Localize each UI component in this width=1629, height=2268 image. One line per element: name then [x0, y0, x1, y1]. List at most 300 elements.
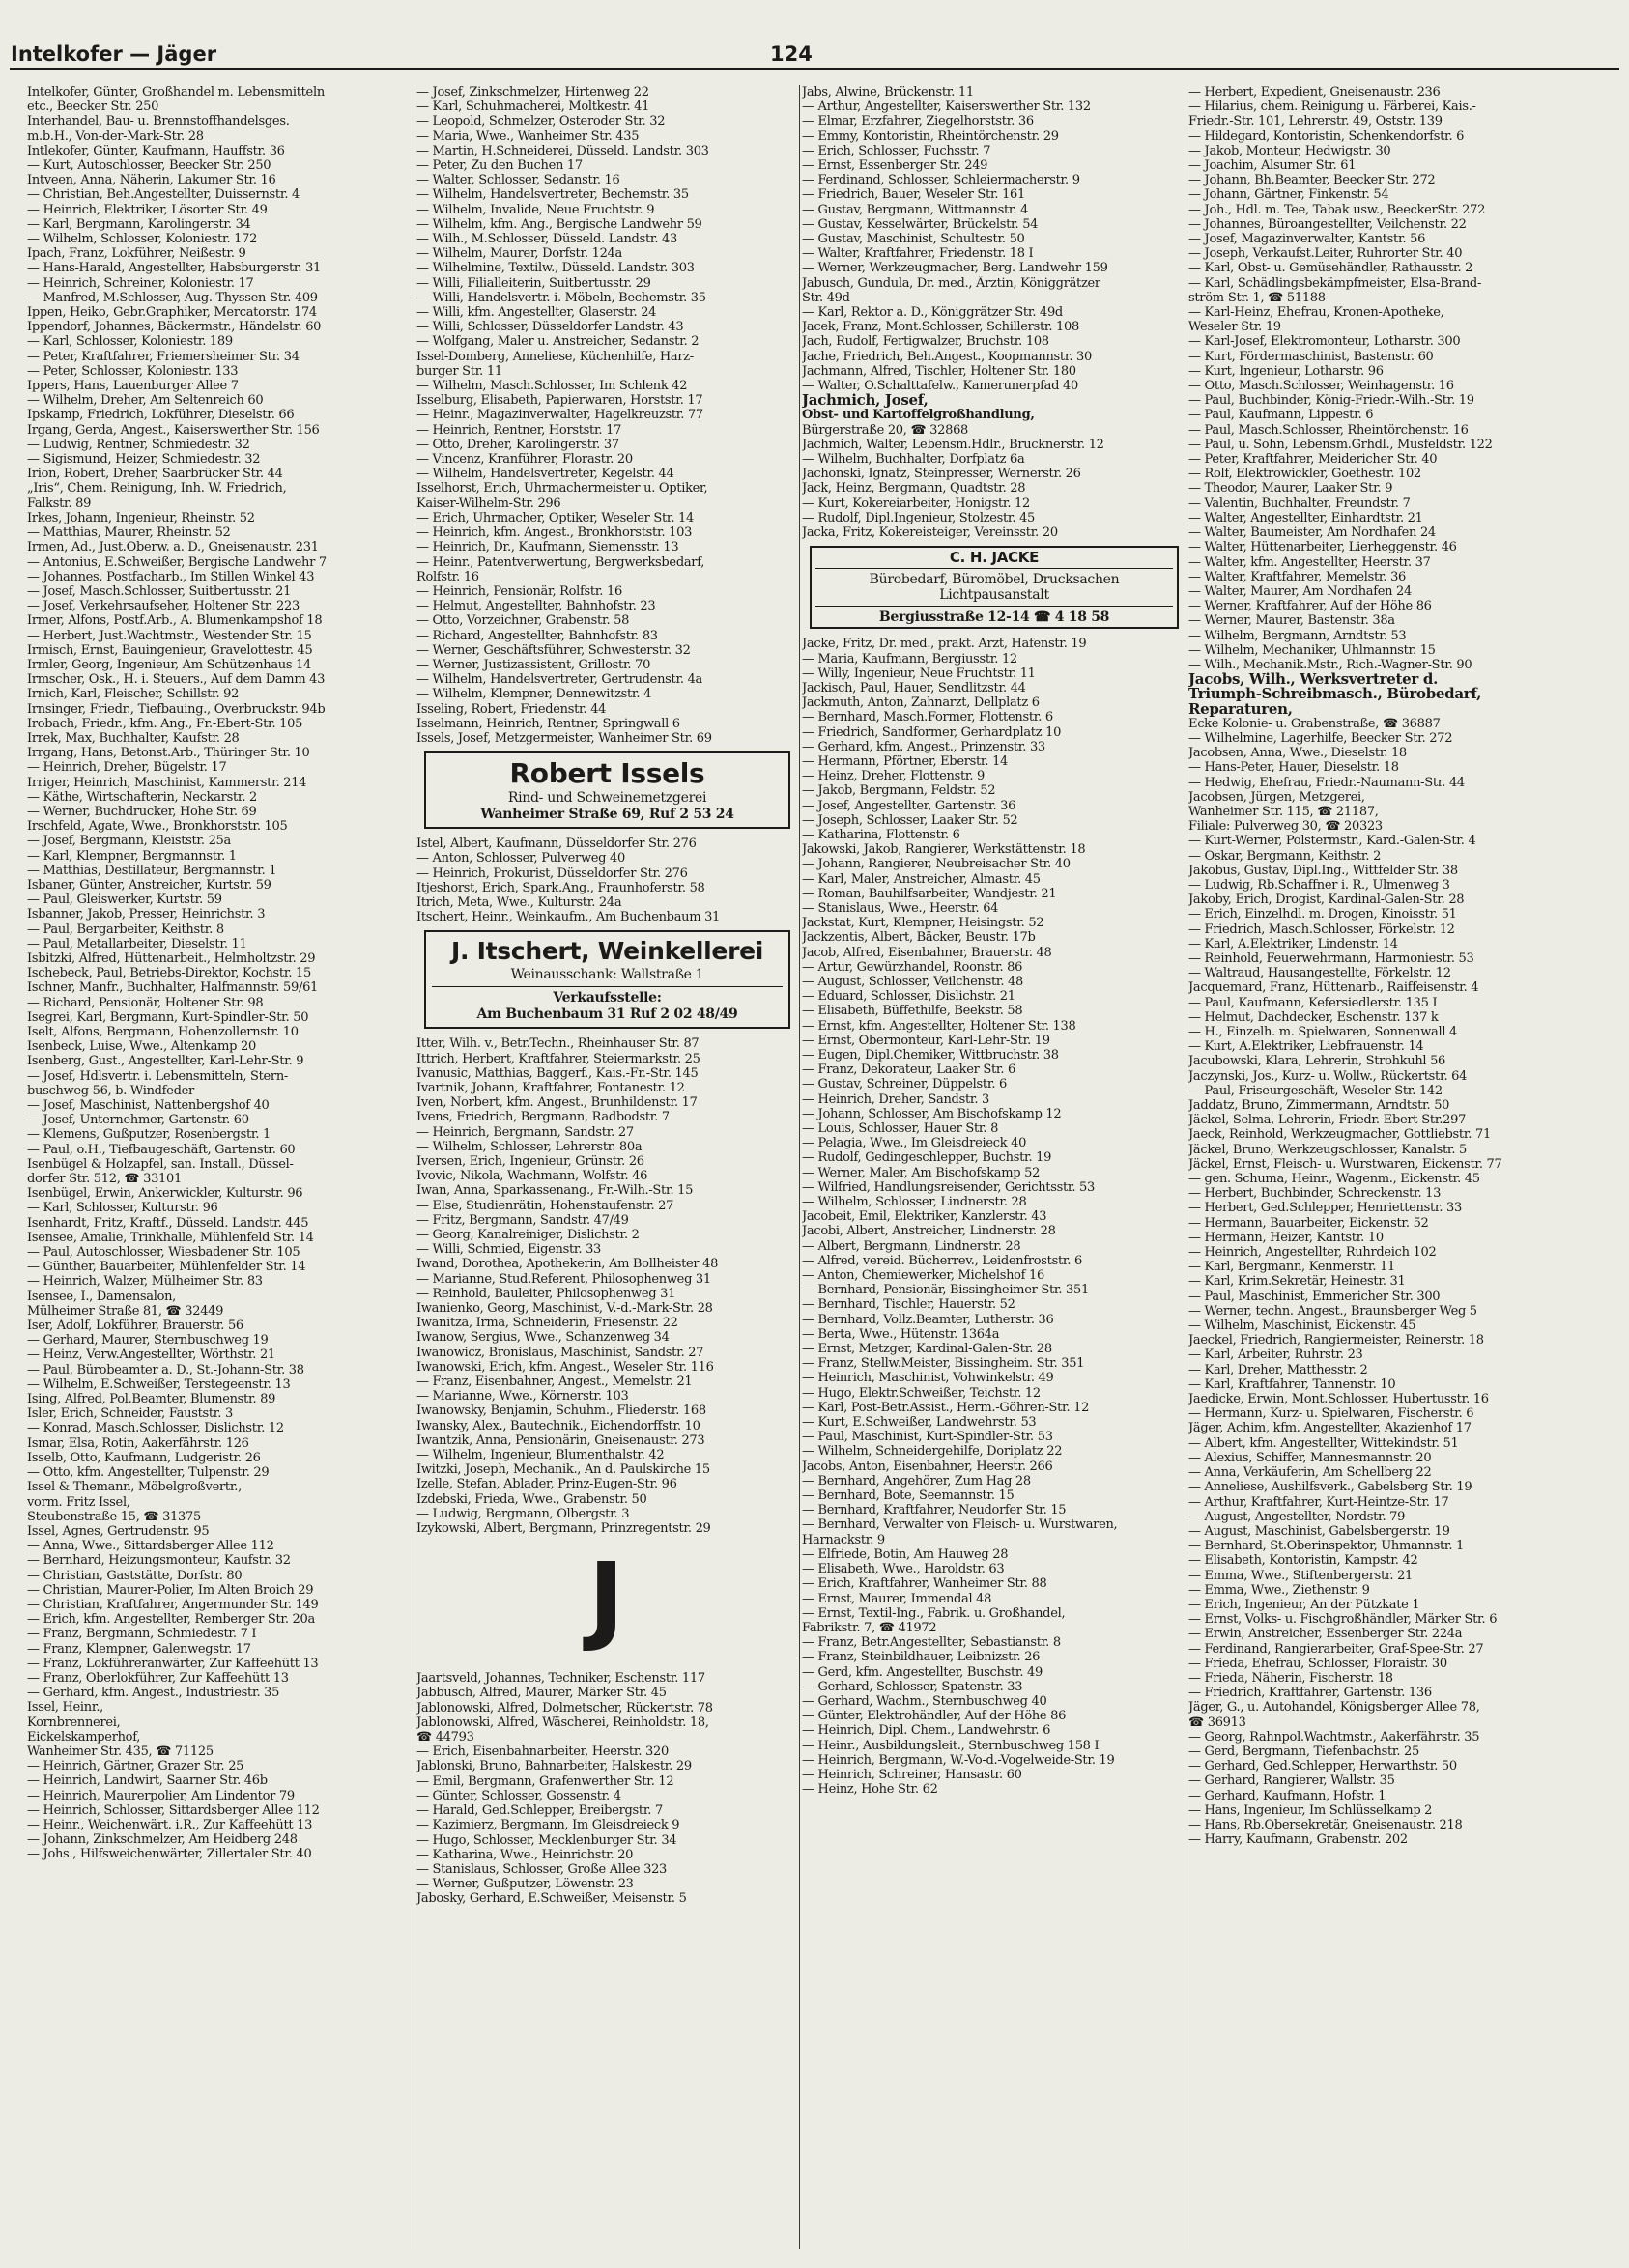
directory-entry: — Karl, Post-Betr.Assist., Herm.-Göhren-Str. 12 — [802, 1400, 1090, 1415]
directory-entry: — Ernst, Obermonteur, Karl-Lehr-Str. 19 — [802, 1033, 1050, 1048]
directory-entry: — Matthias, Destillateur, Bergmannstr. 1 — [27, 863, 277, 878]
directory-entry: — Erich, Eisenbahnarbeiter, Heerstr. 320 — [416, 1744, 669, 1760]
directory-entry: Jakoby, Erich, Drogist, Kardinal-Galen-Str. 28 — [1188, 893, 1465, 908]
directory-entry: — Friedrich, Sandformer, Gerhardplatz 10 — [802, 724, 1062, 740]
directory-entry: — Elmar, Erzfahrer, Ziegelhorststr. 36 — [802, 114, 1034, 129]
directory-entry: — Hans, Rb.Obersekretär, Gneisenaustr. 218 — [1188, 1817, 1463, 1832]
directory-entry: — Bernhard, St.Oberinspektor, Uhmannstr. 1 — [1188, 1539, 1465, 1554]
directory-entry: — Werner, Justizassistent, Grillostr. 70 — [416, 657, 651, 672]
directory-entry: Jacobsen, Anna, Wwe., Dieselstr. 18 — [1188, 746, 1407, 761]
directory-entry: — Walter, Hüttenarbeiter, Lierheggenstr. 46 — [1188, 540, 1457, 555]
directory-entry: — Paul, u. Sohn, Lebensm.Grhdl., Musfeldstr. 122 — [1188, 437, 1493, 452]
directory-entry: — Harry, Kaufmann, Grabenstr. 202 — [1188, 1832, 1408, 1848]
directory-entry: Jabs, Alwine, Brückenstr. 11 — [802, 85, 974, 99]
directory-entry: Itjeshorst, Erich, Spark.Ang., Fraunhoferstr. 58 — [416, 880, 705, 895]
directory-entry: — Emmy, Kontoristin, Rheintörchenstr. 29 — [802, 128, 1059, 144]
directory-entry: — Paul, Kaufmann, Lippestr. 6 — [1188, 408, 1374, 423]
directory-entry: Jaedicke, Erwin, Mont.Schlosser, Hubertusstr. 16 — [1188, 1392, 1489, 1407]
directory-entry: Jabusch, Gundula, Dr. med., Ärztin, Königgrätzer — [802, 275, 1100, 291]
directory-entry: — Hermann, Pförtner, Eberstr. 14 — [802, 753, 1009, 769]
directory-entry: — Otto, kfm. Angestellter, Tulpenstr. 29 — [27, 1465, 270, 1481]
directory-entry: Isenbügel & Holzapfel, san. Install., Düssel- — [27, 1156, 294, 1172]
directory-entry: — Ernst, Metzger, Kardinal-Galen-Str. 28 — [802, 1342, 1052, 1357]
directory-entry: — Paul, Masch.Schlosser, Rheintörchenstr. 16 — [1188, 422, 1469, 438]
directory-entry: — Christian, Gaststätte, Dorfstr. 80 — [27, 1568, 243, 1583]
directory-entry: Intlekofer, Günter, Kaufmann, Hauffstr. 36 — [27, 143, 285, 158]
directory-entry: — Heinr., Magazinverwalter, Hagelkreuzstr. 77 — [416, 408, 703, 423]
directory-entry: — Wilh., M.Schlosser, Düsseld. Landstr. 43 — [416, 232, 677, 247]
directory-entry: Rolfstr. 16 — [416, 569, 479, 584]
advert-jacke — [810, 546, 1179, 629]
directory-entry: Jacobeit, Emil, Elektriker, Kanzlerstr. 43 — [802, 1209, 1047, 1225]
directory-entry: — Bernhard, Pensionär, Bissingheimer Str. 351 — [802, 1283, 1089, 1298]
directory-entry: — Emma, Wwe., Ziethenstr. 9 — [1188, 1582, 1370, 1598]
entries — [416, 836, 796, 924]
directory-entry: Interhandel, Bau- u. Brennstoffhandelsges. — [27, 114, 290, 129]
directory-entry: Ivartnik, Johann, Kraftfahrer, Fontanestr. 12 — [416, 1080, 685, 1095]
directory-entry: Irmscher, Osk., H. i. Steuers., Auf dem Damm 43 — [27, 672, 326, 688]
directory-entry: — Konrad, Masch.Schlosser, Dislichstr. 12 — [27, 1421, 284, 1436]
directory-entry: — Klemens, Gußputzer, Rosenbergstr. 1 — [27, 1127, 271, 1143]
directory-entry: Irnsinger, Friedr., Tiefbauing., Overbruckstr. 94b — [27, 701, 326, 717]
directory-entry: Str. 49d — [802, 290, 850, 305]
directory-entry: Kornbrennerei, — [27, 1715, 121, 1730]
directory-entry: — Anna, Wwe., Sittardsberger Allee 112 — [27, 1539, 274, 1554]
directory-entry: Isselburg, Elisabeth, Papierwaren, Horststr. 17 — [416, 393, 703, 409]
directory-entry: — Elisabeth, Wwe., Haroldstr. 63 — [802, 1562, 1005, 1577]
directory-entry: Jacka, Fritz, Kokereisteiger, Vereinsstr. 20 — [802, 525, 1058, 541]
directory-entry: — Marianne, Stud.Referent, Philosophenweg 31 — [416, 1271, 711, 1287]
directory-entry: — Kurt-Werner, Polstermstr., Kard.-Galen-Str. 4 — [1188, 834, 1476, 849]
entries — [802, 85, 1185, 393]
directory-entry: — Joachim, Alsumer Str. 61 — [1188, 158, 1357, 174]
directory-entry: — Heinrich, Rentner, Horststr. 17 — [416, 422, 622, 438]
directory-entry: — Werner, Werkzeugmacher, Berg. Landwehr 159 — [802, 261, 1108, 276]
directory-entry: — Anton, Schlosser, Pulverweg 40 — [416, 851, 625, 866]
directory-entry: — Paul, Buchbinder, König-Friedr.-Wilh.-Str. 19 — [1188, 393, 1474, 409]
bold-entry-line: Reparaturen, — [1188, 701, 1293, 717]
directory-entry: Ipskamp, Friedrich, Lokführer, Dieselstr. 66 — [27, 408, 295, 423]
directory-entry: — Emma, Wwe., Stiftenbergerstr. 21 — [1188, 1568, 1414, 1583]
directory-entry: — Reinhold, Bauleiter, Philosophenweg 31 — [416, 1286, 676, 1301]
directory-entry: — Josef, Unternehmer, Gartenstr. 60 — [27, 1113, 249, 1128]
directory-entry: — Wilhelm, Schlosser, Lehrerstr. 80a — [416, 1139, 643, 1154]
directory-entry: — Karl, Bergmann, Karolingerstr. 34 — [27, 216, 251, 232]
bold-entry — [802, 393, 1185, 438]
directory-entry: — Rudolf, Gedingeschlepper, Buchstr. 19 — [802, 1150, 1052, 1166]
directory-entry: Jablonski, Bruno, Bahnarbeiter, Halskestr. 29 — [416, 1759, 692, 1774]
directory-entry: Iwanowsky, Benjamin, Schuhm., Fliederstr. 168 — [416, 1403, 706, 1419]
bold-entry-name: Jacobs, Wilh., Werksvertreter d. — [1188, 672, 1439, 688]
directory-entry: — Hans-Harald, Angestellter, Habsburgerstr. 31 — [27, 261, 322, 276]
directory-entry: Ippers, Hans, Lauenburger Allee 7 — [27, 379, 239, 394]
directory-entry: — Theodor, Maurer, Laaker Str. 9 — [1188, 481, 1393, 496]
directory-entry: — Heinz, Verw.Angestellter, Wörthstr. 21 — [27, 1347, 275, 1363]
directory-entry: — Karl, A.Elektriker, Lindenstr. 14 — [1188, 936, 1398, 951]
directory-entry: — Wilhelm, Schlosser, Lindnerstr. 28 — [802, 1195, 1027, 1210]
directory-entry: — Frieda, Näherin, Fischerstr. 18 — [1188, 1670, 1393, 1686]
directory-entry: — Erich, Ingenieur, An der Pützkate 1 — [1188, 1597, 1420, 1612]
directory-entry: — H., Einzelh. m. Spielwaren, Sonnenwall 4 — [1188, 1025, 1458, 1039]
directory-entry: — Heinrich, Maurerpolier, Am Lindentor 79 — [27, 1788, 295, 1803]
directory-entry: — Ludwig, Rb.Schaffner i. R., Ulmenweg 3 — [1188, 877, 1450, 893]
directory-entry: — Anton, Chemiewerker, Michelshof 16 — [802, 1268, 1044, 1284]
directory-entry: — Paul, Maschinist, Kurt-Spindler-Str. 53 — [802, 1430, 1053, 1445]
directory-entry: — Valentin, Buchhalter, Freundstr. 7 — [1188, 496, 1411, 511]
directory-entry: — Bernhard, Vollz.Beamter, Lutherstr. 36 — [802, 1312, 1054, 1327]
directory-entry: — Wilhelm, Ingenieur, Blumenthalstr. 42 — [416, 1448, 665, 1463]
directory-entry: Iwan, Anna, Sparkassenang., Fr.-Wilh.-Str. 15 — [416, 1183, 694, 1199]
directory-entry: Izelle, Stefan, Ablader, Prinz-Eugen-Str. 96 — [416, 1477, 677, 1492]
directory-entry: — Peter, Schlosser, Koloniestr. 133 — [27, 363, 239, 379]
directory-entry: — Bernhard, Angehörer, Zum Hag 28 — [802, 1473, 1031, 1488]
directory-entry: — Herbert, Buchbinder, Schreckenstr. 13 — [1188, 1186, 1442, 1202]
directory-entry: — Franz, Stellw.Meister, Bissingheim. Str. 351 — [802, 1356, 1085, 1372]
directory-entry: — Wilhelm, Schneidergehilfe, Doriplatz 22 — [802, 1444, 1063, 1460]
directory-entry: — Wilhelm, Handelsvertreter, Kegelstr. 44 — [416, 467, 674, 482]
advert-title: C. H. JACKE — [949, 549, 1040, 567]
directory-entry: Jacubowski, Klara, Lehrerin, Strohkuhl 56 — [1188, 1054, 1446, 1069]
directory-entry: Iwansky, Alex., Bautechnik., Eichendorffstr. 10 — [416, 1418, 700, 1433]
directory-entry: — Artur, Gewürzhandel, Roonstr. 86 — [802, 959, 1023, 975]
directory-entry: Jackzentis, Albert, Bäcker, Beustr. 17b — [802, 930, 1036, 946]
directory-entry: — Werner, Maler, Am Bischofskamp 52 — [802, 1165, 1041, 1180]
directory-entry: — Bernhard, Heizungsmonteur, Kaufstr. 32 — [27, 1553, 291, 1569]
directory-entry: Jaeckel, Friedrich, Rangiermeister, Reinerstr. 18 — [1188, 1333, 1484, 1348]
directory-entry: — Joseph, Verkaufst.Leiter, Ruhrorter Str. 40 — [1188, 246, 1463, 262]
directory-entry: — Hermann, Bauarbeiter, Eickenstr. 52 — [1188, 1215, 1429, 1231]
directory-entry: — Wilhelm, Maschinist, Eickenstr. 45 — [1188, 1318, 1416, 1334]
bold-entry-line: Ecke Kolonie- u. Grabenstraße, ☎ 36887 — [1188, 716, 1441, 731]
directory-entry: — Harald, Ged.Schlepper, Breibergstr. 7 — [416, 1803, 663, 1819]
directory-entry: Friedr.-Str. 101, Lehrerstr. 49, Oststr. 139 — [1188, 114, 1443, 129]
directory-entry: — Elisabeth, Kontoristin, Kampstr. 42 — [1188, 1553, 1418, 1569]
directory-entry: — August, Angestellter, Nordstr. 79 — [1188, 1509, 1406, 1524]
directory-entry: Iwitzki, Joseph, Mechanik., An d. Paulskirche 15 — [416, 1462, 710, 1478]
directory-entry: Iselt, Alfons, Bergmann, Hohenzollernstr. 10 — [27, 1025, 299, 1039]
directory-entry: Isensee, Amalie, Trinkhalle, Mühlenfeld Str. 14 — [27, 1230, 314, 1245]
directory-entry: — Wilfried, Handlungsreisender, Gerichtsstr. 53 — [802, 1179, 1095, 1195]
directory-entry: — Günter, Elektrohändler, Auf der Höhe 86 — [802, 1709, 1067, 1724]
directory-entry: Itter, Wilh. v., Betr.Techn., Rheinhauser Str. 87 — [416, 1036, 700, 1052]
column-3 — [802, 85, 1185, 2263]
directory-entry: — Jakob, Bergmann, Feldstr. 52 — [802, 783, 996, 799]
directory-entry: — Heinrich, Dreher, Sandstr. 3 — [802, 1091, 989, 1107]
directory-entry: — Walter, Angestellter, Einhardtstr. 21 — [1188, 510, 1423, 525]
directory-entry: — Wilhelm, Maurer, Dorfstr. 124a — [416, 246, 622, 262]
directory-entry: — Willi, Filialleiterin, Suitbertusstr. 29 — [416, 275, 651, 291]
directory-entry: Jablonowski, Alfred, Dolmetscher, Rückertstr. 78 — [416, 1700, 713, 1715]
directory-entry: — Kurt, E.Schweißer, Landwehrstr. 53 — [802, 1415, 1037, 1431]
directory-entry: — Elfriede, Botin, Am Hauweg 28 — [802, 1546, 1009, 1562]
directory-entry: — Erwin, Anstreicher, Essenberger Str. 224a — [1188, 1627, 1463, 1642]
directory-entry: — Johs., Hilfsweichenwärter, Zillertaler Str. 40 — [27, 1847, 312, 1862]
directory-entry: — Helmut, Angestellter, Bahnhofstr. 23 — [416, 599, 656, 614]
directory-entry: — Hugo, Elektr.Schweißer, Teichstr. 12 — [802, 1385, 1041, 1401]
advert-line: Bürobedarf, Büromöbel, Drucksachen — [869, 572, 1120, 588]
directory-entry: — August, Maschinist, Gabelsbergerstr. 19 — [1188, 1523, 1450, 1539]
directory-entry: — Friedrich, Bauer, Weseler Str. 161 — [802, 187, 1026, 203]
directory-entry: — Paul, Kaufmann, Kefersiedlerstr. 135 I — [1188, 995, 1438, 1010]
directory-entry: — Ernst, Essenberger Str. 249 — [802, 158, 988, 174]
directory-entry: — Gerd, kfm. Angestellter, Buschstr. 49 — [802, 1664, 1043, 1680]
directory-entry: m.b.H., Von-der-Mark-Str. 28 — [27, 128, 204, 144]
bold-entry-line: Bürgerstraße 20, ☎ 32868 — [802, 422, 969, 438]
directory-entry: — Willi, Handelsvertr. i. Möbeln, Bechemstr. 35 — [416, 290, 706, 305]
directory-entry: Jaczynski, Jos., Kurz- u. Wollw., Rückertstr. 64 — [1188, 1068, 1468, 1084]
bold-entry-name: Jachmich, Josef, — [802, 393, 929, 409]
directory-entry: „Iris“, Chem. Reinigung, Inh. W. Friedrich, — [27, 481, 287, 496]
directory-entry: Iversen, Erich, Ingenieur, Grünstr. 26 — [416, 1153, 644, 1169]
directory-entry: Irriger, Heinrich, Maschinist, Kammerstr. 214 — [27, 775, 307, 790]
directory-entry: — Johannes, Postfacharb., Im Stillen Winkel 43 — [27, 569, 315, 584]
directory-entry: Mülheimer Straße 81, ☎ 32449 — [27, 1303, 224, 1318]
directory-entry: — Heinrich, Schlosser, Sittardsberger Allee 112 — [27, 1802, 320, 1818]
directory-entry: Iwanow, Sergius, Wwe., Schanzenweg 34 — [416, 1330, 670, 1346]
directory-entry: — Elisabeth, Büffethilfe, Beekstr. 58 — [802, 1004, 1023, 1019]
directory-entry: — Ferdinand, Rangierarbeiter, Graf-Spee-Str. 27 — [1188, 1641, 1484, 1657]
directory-entry: Ischebeck, Paul, Betriebs-Direktor, Kochstr. 15 — [27, 966, 311, 981]
directory-entry: — Eugen, Dipl.Chemiker, Wittbruchstr. 38 — [802, 1047, 1059, 1063]
directory-entry: Issel & Themann, Möbelgroßvertr., — [27, 1480, 242, 1495]
directory-entry: — Joseph, Schlosser, Laaker Str. 52 — [802, 812, 1018, 828]
directory-entry: — Berta, Wwe., Hütenstr. 1364a — [802, 1326, 1000, 1342]
entries — [416, 1671, 796, 1906]
directory-entry: — Ludwig, Bergmann, Ölbergstr. 3 — [416, 1506, 630, 1521]
header-range: Intelkofer — Jäger — [11, 43, 217, 66]
directory-entry: Isselb, Otto, Kaufmann, Ludgeristr. 26 — [27, 1450, 261, 1465]
directory-entry: Irschfeld, Agate, Wwe., Bronkhorststr. 105 — [27, 819, 288, 835]
directory-entry: — Emil, Bergmann, Grafenwerther Str. 12 — [416, 1773, 674, 1789]
directory-entry: — Heinrich, Maschinist, Vohwinkelstr. 49 — [802, 1371, 1054, 1386]
directory-entry: — Günter, Schlosser, Gossenstr. 4 — [416, 1788, 621, 1803]
directory-entry: Isenberg, Gust., Angestellter, Karl-Lehr-Str. 9 — [27, 1054, 304, 1069]
advert-line: Wanheimer Straße 69, Ruf 2 53 24 — [480, 807, 734, 823]
directory-entry: Irrek, Max, Buchhalter, Kaufstr. 28 — [27, 730, 240, 746]
directory-entry: — Karl, Rektor a. D., Königgrätzer Str. 49d — [802, 305, 1063, 321]
directory-entry: — Ernst, Volks- u. Fischgroßhändler, Märker Str. 6 — [1188, 1612, 1498, 1628]
directory-entry: — Wilhelm, Klempner, Dennewitzstr. 4 — [416, 687, 652, 702]
directory-entry: — Oskar, Bergmann, Keithstr. 2 — [1188, 848, 1382, 864]
directory-entry: Isbaner, Günter, Anstreicher, Kurtstr. 59 — [27, 877, 272, 893]
directory-entry: Isegrei, Karl, Bergmann, Kurt-Spindler-Str. 50 — [27, 1009, 309, 1025]
directory-entry: — Frieda, Ehefrau, Schlosser, Floraistr. 30 — [1188, 1656, 1447, 1671]
bold-entry-line: Obst- und Kartoffelgroßhandlung, — [802, 408, 1035, 423]
bold-entry — [1188, 672, 1575, 731]
directory-entry: — Christian, Kraftfahrer, Angermunder Str. 149 — [27, 1597, 319, 1612]
directory-entry: — Herbert, Just.Wachtmstr., Westender Str. 15 — [27, 628, 312, 643]
entries — [416, 85, 796, 746]
directory-entry: — Heinrich, Angestellter, Ruhrdeich 102 — [1188, 1245, 1437, 1261]
directory-entry: — Wilhelm, Bergmann, Arndtstr. 53 — [1188, 628, 1407, 643]
directory-entry: — Bernhard, Bote, Seemannstr. 15 — [802, 1488, 1015, 1504]
directory-entry: etc., Beecker Str. 250 — [27, 99, 159, 115]
directory-entry: — Franz, Klempner, Galenwegstr. 17 — [27, 1641, 251, 1657]
directory-entry: — Leopold, Schmelzer, Osteroder Str. 32 — [416, 114, 666, 129]
directory-entry: — Manfred, M.Schlosser, Aug.-Thyssen-Str. 409 — [27, 290, 318, 305]
directory-entry: — Willi, kfm. Angestellter, Glaserstr. 24 — [416, 305, 657, 321]
directory-entry: Filiale: Pulverweg 30, ☎ 20323 — [1188, 819, 1383, 835]
directory-entry: — Gustav, Bergmann, Wittmannstr. 4 — [802, 202, 1029, 217]
directory-entry: — Heinrich, Schreiner, Hansastr. 60 — [802, 1767, 1022, 1782]
directory-entry: — Katharina, Flottenstr. 6 — [802, 827, 960, 842]
directory-entry: Ittrich, Herbert, Kraftfahrer, Steiermarkstr. 25 — [416, 1051, 700, 1066]
directory-entry: Isseling, Robert, Friedenstr. 44 — [416, 701, 607, 717]
directory-entry: Irmisch, Ernst, Bauingenieur, Gravelottestr. 45 — [27, 642, 313, 658]
directory-entry: Ischner, Manfr., Buchhalter, Halfmannstr. 59/61 — [27, 980, 319, 996]
directory-entry: — Franz, Steinbildhauer, Leibnizstr. 26 — [802, 1650, 1041, 1665]
directory-entry: — Willi, Schlosser, Düsseldorfer Landstr. 43 — [416, 320, 684, 335]
directory-entry: — Wilhelm, Handelsvertreter, Bechemstr. 35 — [416, 187, 689, 203]
directory-entry: — Karl, Schlosser, Koloniestr. 189 — [27, 334, 233, 350]
directory-entry: — Paul, o.H., Tiefbaugeschäft, Gartenstr. 60 — [27, 1142, 296, 1157]
advert-rule — [432, 986, 783, 987]
directory-entry: Isselmann, Heinrich, Rentner, Springwall 6 — [416, 716, 680, 731]
directory-entry: — Wilhelm, Buchhalter, Dorfplatz 6a — [802, 452, 1025, 468]
directory-entry: burger Str. 11 — [416, 363, 502, 379]
advert-line: Am Buchenbaum 31 Ruf 2 02 48/49 — [476, 1006, 738, 1023]
directory-entry: — Erich, Uhrmacher, Optiker, Weseler Str. 14 — [416, 510, 694, 525]
entries — [1188, 85, 1575, 672]
directory-entry: — Paul, Bürobeamter a. D., St.-Johann-Str. 38 — [27, 1362, 304, 1377]
directory-entry: — Karl, Bergmann, Kenmerstr. 11 — [1188, 1260, 1395, 1275]
directory-entry: — Karl, Obst- u. Gemüsehändler, Rathausstr. 2 — [1188, 261, 1473, 276]
directory-entry: — Alexius, Schiffer, Mannesmannstr. 20 — [1188, 1450, 1432, 1465]
directory-entry: Irmen, Ad., Just.Oberw. a. D., Gneisenaustr. 231 — [27, 540, 319, 555]
directory-entry: Jablonowski, Alfred, Wäscherei, Reinholdstr. 18, — [416, 1715, 709, 1730]
directory-entry: — Kurt, Fördermaschinist, Bastenstr. 60 — [1188, 349, 1434, 364]
directory-entry: — Pelagia, Wwe., Im Gleisdreieck 40 — [802, 1136, 1027, 1151]
directory-entry: Irion, Robert, Dreher, Saarbrücker Str. 44 — [27, 467, 283, 482]
directory-entry: — Gerhard, Rangierer, Wallstr. 35 — [1188, 1773, 1395, 1789]
directory-entry: — Karl, Krim.Sekretär, Heinestr. 31 — [1188, 1274, 1406, 1290]
directory-entry: — Heinrich, Pensionär, Rolfstr. 16 — [416, 583, 622, 599]
directory-entry: — Bernhard, Tischler, Hauerstr. 52 — [802, 1297, 1015, 1313]
directory-entry: Iser, Adolf, Lokführer, Brauerstr. 56 — [27, 1318, 243, 1334]
directory-entry: — Sigismund, Heizer, Schmiedestr. 32 — [27, 452, 261, 468]
bold-entry-line: Triumph-Schreibmasch., Bürobedarf, — [1188, 687, 1482, 702]
column-1 — [27, 85, 410, 2263]
directory-entry: — Hermann, Heizer, Kantstr. 10 — [1188, 1230, 1384, 1245]
directory-entry: — Georg, Rahnpol.Wachtmstr., Aakerfährstr. 35 — [1188, 1729, 1480, 1744]
advert-rule — [815, 606, 1173, 607]
directory-entry: Issel, Agnes, Gertrudenstr. 95 — [27, 1523, 210, 1539]
directory-entry: — Karl, Schädlingsbekämpfmeister, Elsa-Brand- — [1188, 275, 1482, 291]
directory-entry: Irrgang, Hans, Betonst.Arb., Thüringer Str. 10 — [27, 746, 310, 761]
directory-entry: — Käthe, Wirtschafterin, Neckarstr. 2 — [27, 789, 258, 805]
directory-entry: — Johann, Zinkschmelzer, Am Heidberg 248 — [27, 1832, 298, 1848]
directory-entry: — Helmut, Dachdecker, Eschenstr. 137 k — [1188, 1009, 1439, 1025]
directory-entry: Irobach, Friedr., kfm. Ang., Fr.-Ebert-Str. 105 — [27, 716, 303, 731]
directory-entry: — Paul, Bergarbeiter, Keithstr. 8 — [27, 921, 224, 937]
directory-entry: — Johannes, Büroangestellter, Veilchenstr. 22 — [1188, 216, 1467, 232]
directory-entry: Jachonski, Ignatz, Steinpresser, Wernerstr. 26 — [802, 467, 1081, 482]
directory-entry: Iwanitza, Irma, Schneiderin, Friesenstr. 22 — [416, 1316, 678, 1331]
directory-entry: — Walter, Baumeister, Am Nordhafen 24 — [1188, 525, 1436, 541]
directory-entry: — Stanislaus, Wwe., Heerstr. 64 — [802, 900, 999, 916]
directory-entry: — Johann, Rangierer, Neubreisacher Str. 40 — [802, 857, 1071, 872]
directory-entry: — Roman, Bauhilfsarbeiter, Wandjestr. 21 — [802, 886, 1057, 901]
directory-entry: — Bernhard, Kraftfahrer, Neudorfer Str. 15 — [802, 1503, 1067, 1518]
directory-entry: Istel, Albert, Kaufmann, Düsseldorfer Str. 276 — [416, 836, 697, 852]
directory-entry: — Hilarius, chem. Reinigung u. Färberei, Kais.- — [1188, 99, 1476, 115]
directory-entry: Irmler, Georg, Ingenieur, Am Schützenhaus 14 — [27, 657, 312, 672]
directory-entry: Wanheimer Str. 435, ☎ 71125 — [27, 1744, 214, 1759]
advert-phone: ☎ 4 18 58 — [1034, 610, 1110, 626]
advert-line: Weinausschank: Wallstraße 1 — [510, 967, 704, 983]
directory-entry: — Gustav, Schreiner, Düppelstr. 6 — [802, 1077, 1007, 1092]
directory-entry: — Kurt, Autoschlosser, Beecker Str. 250 — [27, 158, 272, 174]
directory-entry: buschweg 56, b. Windfeder — [27, 1083, 194, 1098]
directory-entry: Isenbeck, Luise, Wwe., Altenkamp 20 — [27, 1039, 256, 1055]
directory-entry: Ippendorf, Johannes, Bäckermstr., Händelstr. 60 — [27, 320, 322, 335]
directory-entry: dorfer Str. 512, ☎ 33101 — [27, 1172, 182, 1187]
directory-entry: — Peter, Kraftfahrer, Friemersheimer Str. 34 — [27, 349, 300, 364]
directory-entry: Falkstr. 89 — [27, 496, 92, 511]
directory-entry: Ippen, Heiko, Gebr.Graphiker, Mercatorstr. 174 — [27, 305, 317, 321]
directory-entry: Issel-Domberg, Anneliese, Küchenhilfe, Harz- — [416, 349, 694, 364]
directory-entry: — Heinrich, Bergmann, W.-Vo-d.-Vogelweide-Str. 19 — [802, 1752, 1115, 1768]
directory-entry: — Marianne, Wwe., Körnerstr. 103 — [416, 1389, 629, 1404]
directory-entry: — Wilhelm, Handelsvertreter, Gertrudenstr. 4a — [416, 672, 703, 688]
directory-entry: Irnich, Karl, Fleischer, Schillstr. 92 — [27, 687, 240, 702]
entries — [802, 438, 1185, 540]
directory-entry: — Josef, Verkehrsaufseher, Holtener Str. 223 — [27, 599, 300, 614]
directory-entry: — Werner, Kraftfahrer, Auf der Höhe 86 — [1188, 599, 1432, 614]
directory-entry: Jäger, Achim, kfm. Angestellter, Akazienhof 17 — [1188, 1421, 1472, 1436]
directory-entry: Jäckel, Selma, Lehrerin, Friedr.-Ebert-Str.297 — [1188, 1113, 1467, 1128]
directory-entry: — Arthur, Angestellter, Kaiserswerther Str. 132 — [802, 99, 1091, 115]
directory-entry: Itschert, Heinr., Weinkaufm., Am Buchenbaum 31 — [416, 910, 721, 925]
directory-entry: Jakobus, Gustav, Dipl.Ing., Wittfelder Str. 38 — [1188, 863, 1458, 878]
directory-entry: — Gerhard, Ged.Schlepper, Herwarthstr. 50 — [1188, 1759, 1457, 1774]
advert-rule — [815, 568, 1173, 569]
directory-entry: — Heinrich, Elektriker, Lösorter Str. 49 — [27, 202, 268, 217]
directory-entry: — August, Schlosser, Veilchenstr. 48 — [802, 974, 1023, 989]
directory-entry: — Bernhard, Masch.Former, Flottenstr. 6 — [802, 710, 1053, 725]
directory-entry: Steubenstraße 15, ☎ 31375 — [27, 1509, 201, 1524]
header-rule — [10, 68, 1619, 70]
directory-entry: — Louis, Schlosser, Hauer Str. 8 — [802, 1121, 999, 1136]
directory-entry: Iven, Norbert, kfm. Angest., Brunhildenstr. 17 — [416, 1095, 698, 1111]
directory-entry: — Heinrich, kfm. Angest., Bronkhorststr. 103 — [416, 525, 693, 541]
column-4 — [1188, 85, 1575, 2263]
directory-entry: Jachmann, Alfred, Tischler, Holtener Str. 180 — [802, 363, 1076, 379]
directory-entry: — Franz, Lokführeranwärter, Zur Kaffeehütt 13 — [27, 1656, 319, 1671]
directory-entry: — Werner, techn. Angest., Braunsberger Weg 5 — [1188, 1303, 1477, 1318]
directory-entry: — Richard, Angestellter, Bahnhofstr. 83 — [416, 628, 658, 643]
directory-entry: — Gerhard, kfm. Angest., Industriestr. 35 — [27, 1686, 280, 1701]
directory-entry: Jabbusch, Alfred, Maurer, Märker Str. 45 — [416, 1686, 667, 1701]
directory-entry: Isenbügel, Erwin, Ankerwickler, Kulturstr. 96 — [27, 1186, 303, 1202]
directory-entry: Jacquemard, Franz, Hüttenarb., Raiffeisenstr. 4 — [1188, 980, 1479, 996]
directory-entry: — Hugo, Schlosser, Mecklenburger Str. 34 — [416, 1832, 677, 1848]
directory-entry: — Friedrich, Masch.Schlosser, Förkelstr. 12 — [1188, 921, 1455, 937]
directory-entry: — Josef, Maschinist, Nattenbergshof 40 — [27, 1098, 270, 1114]
directory-entry: — Walter, kfm. Angestellter, Heerstr. 37 — [1188, 554, 1431, 570]
directory-entry: — Antonius, E.Schweißer, Bergische Landwehr 7 — [27, 554, 327, 570]
directory-entry: — Wilh., Mechanik.Mstr., Rich.-Wagner-Str. 90 — [1188, 657, 1472, 672]
directory-entry: — Heinrich, Landwirt, Saarner Str. 46b — [27, 1773, 268, 1789]
directory-entry: Jacke, Fritz, Dr. med., prakt. Arzt, Hafenstr. 19 — [802, 637, 1087, 652]
directory-entry: — Gerhard, Schlosser, Spatenstr. 33 — [802, 1679, 1023, 1694]
directory-entry: — Hildegard, Kontoristin, Schenkendorfstr. 6 — [1188, 128, 1465, 144]
directory-entry: Jaddatz, Bruno, Zimmermann, Arndtstr. 50 — [1188, 1098, 1450, 1114]
directory-entry: — Wilhelm, Schlosser, Koloniestr. 172 — [27, 232, 258, 247]
directory-entry: — Gustav, Kesselwärter, Brückelstr. 54 — [802, 216, 1039, 232]
directory-entry: — Stanislaus, Schlosser, Große Allee 323 — [416, 1861, 668, 1877]
directory-entry: — Josef, Masch.Schlosser, Suitbertusstr. 21 — [27, 583, 292, 599]
